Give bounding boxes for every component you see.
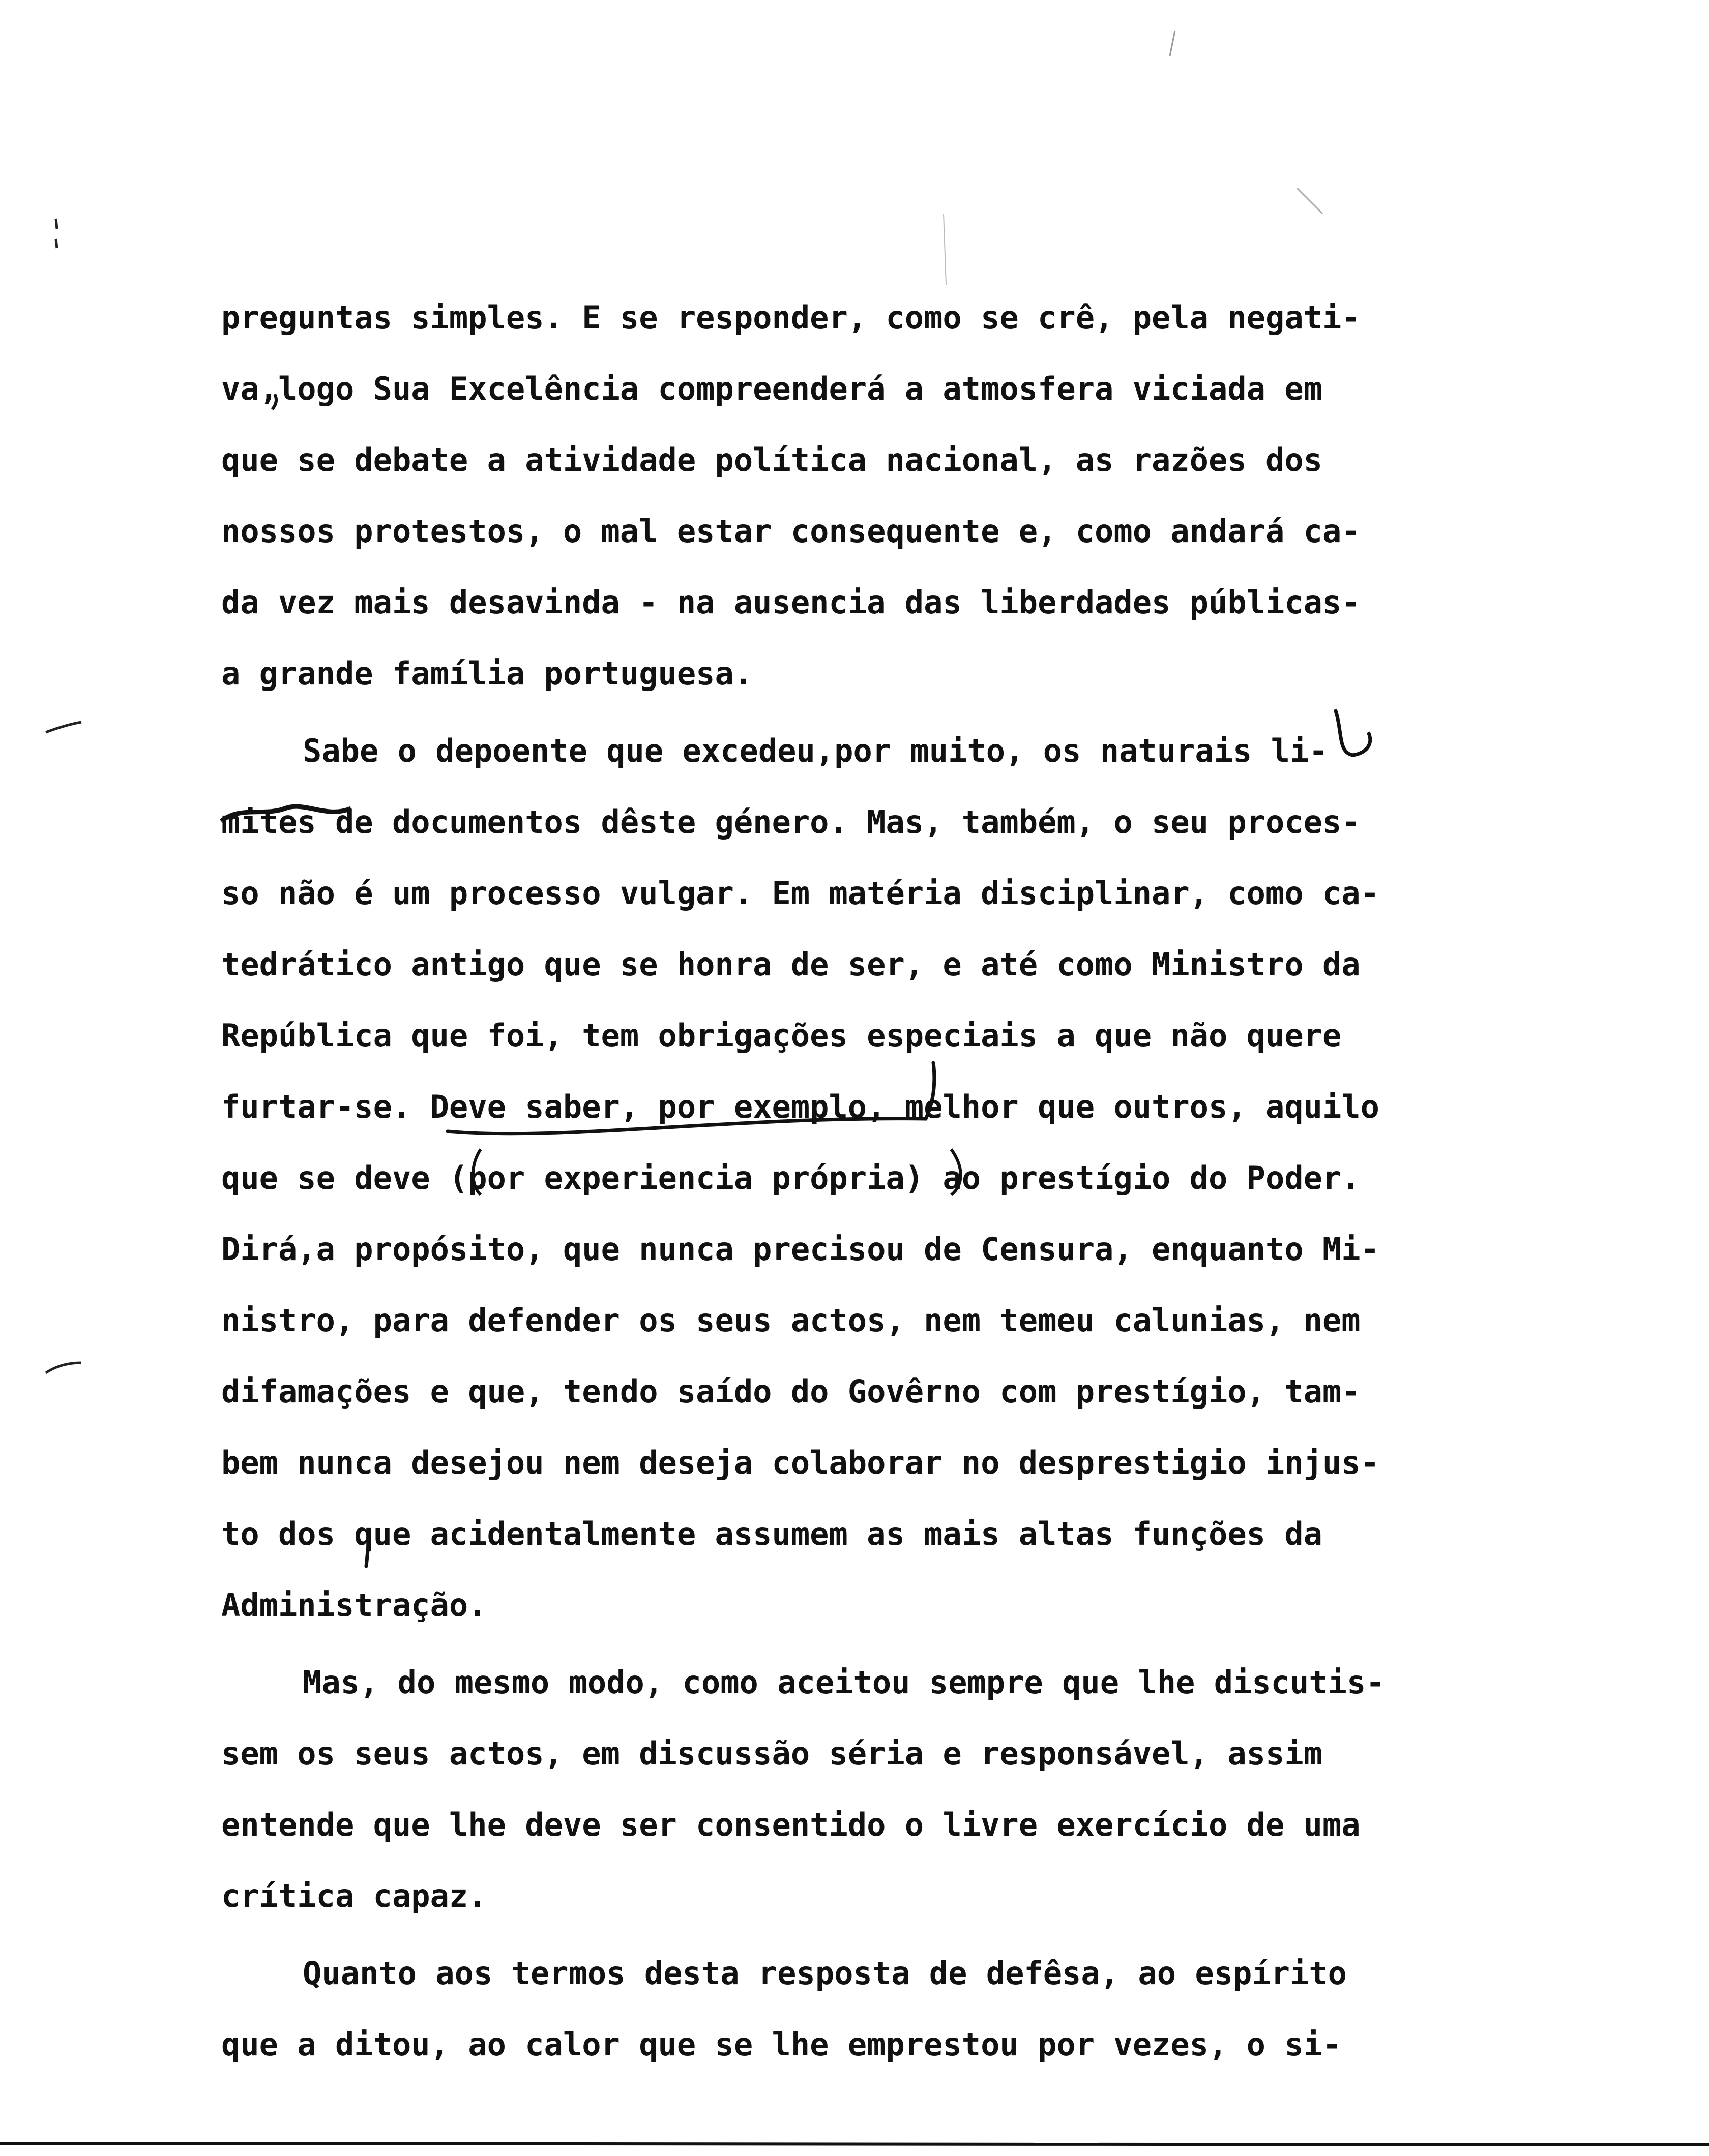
typed-text-body [221,282,1472,2080]
text-line: preguntas simples. E se responder, como se crê, pela negati- [221,299,1361,336]
page-edge-mark [56,219,57,248]
text-line: so não é um processo vulgar. Em matéria disciplinar, como ca- [221,875,1379,912]
paragraph-1 [221,282,1472,709]
text-line: tedrático antigo que se honra de ser, e até como Ministro da [221,946,1361,983]
text-line: to dos que acidentalmente assumem as mais altas funções da [221,1515,1322,1552]
paragraph-4 [221,1938,1472,2080]
text-line: furtar-se. Deve saber, por exemplo, melhor que outros, aquilo [221,1088,1379,1125]
text-line: Administração. [221,1586,487,1624]
text-line: va,logo Sua Excelência compreenderá a atmosfera viciada em [221,370,1322,407]
text-line: sem os seus actos, em discussão séria e responsável, assim [221,1735,1322,1772]
text-line: bem nunca desejou nem deseja colaborar no desprestigio injus- [221,1444,1379,1481]
text-line: nossos protestos, o mal estar consequente e, como andará ca- [221,513,1361,550]
scan-artifact [1170,31,1175,56]
text-line: que se debate a atividade política nacional, as razões dos [221,441,1322,478]
text-line: que a ditou, ao calor que se lhe emprestou por vezes, o si- [221,2026,1342,2063]
text-line: República que foi, tem obrigações especiais a que não quere [221,1017,1342,1054]
text-line: que se deve (por experiencia própria) ao prestígio do Poder. [221,1159,1361,1196]
paragraph-2 [221,715,1472,1641]
text-line: nistro, para defender os seus actos, nem temeu calunias, nem [221,1302,1361,1339]
text-line: da vez mais desavinda - na ausencia das liberdades públicas- [221,584,1361,621]
text-line: crítica capaz. [221,1877,487,1914]
scan-artifact [944,214,946,285]
text-line: mites de documentos dêste género. Mas, também, o seu proces- [221,803,1361,841]
text-line: Sabe o depoente que excedeu,por muito, os naturais li- [303,732,1328,769]
scan-artifact [1297,188,1322,214]
page-edge-mark [46,1363,81,1373]
paragraph-3 [221,1647,1472,1932]
text-line: difamações e que, tendo saído do Govêrno com prestígio, tam- [221,1373,1361,1410]
text-line: a grande família portuguesa. [221,655,753,692]
page-bottom-border [0,2143,1709,2145]
text-line: entende que lhe deve ser consentido o livre exercício de uma [221,1806,1361,1843]
text-line: Quanto aos termos desta resposta de defêsa, ao espírito [303,1955,1347,1992]
page-edge-mark [46,722,81,732]
text-line: Mas, do mesmo modo, como aceitou sempre que lhe discutis- [303,1664,1385,1701]
text-line: Dirá,a propósito, que nunca precisou de Censura, enquanto Mi- [221,1231,1379,1268]
